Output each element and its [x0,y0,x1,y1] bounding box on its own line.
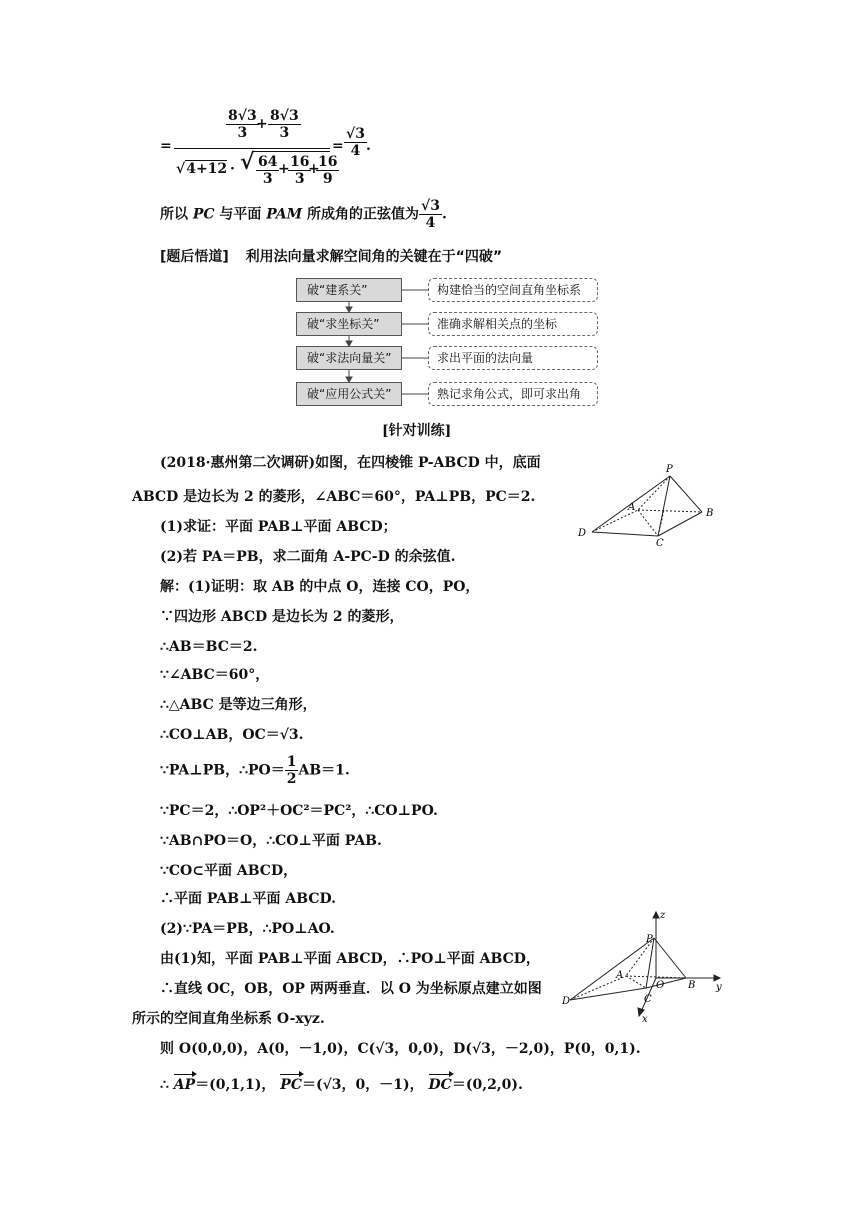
num2: 8√3 [270,108,299,124]
flow-connectors [0,0,860,420]
fig1-label-c: C [656,538,664,549]
solution-line-6 [160,754,350,787]
po-num: 1 [286,754,297,770]
flow-step-1: 破“建系关” [296,278,402,302]
den2: 3 [279,125,290,141]
vector-dc: DC [428,1077,452,1093]
conclusion-post: 所成角的正弦值为 [307,206,420,223]
problem-line1-text: 如图，在四棱锥 P-ABCD 中，底面 [315,455,541,471]
result-den: 4 [350,143,361,159]
denominator: √4+12 · √ $\frac{64}{3}$ + $\frac{16}{3}$ + $\frac{16}{9}$ [176,149,338,187]
solution-line-14: 所示的空间直角坐标系 O-xyz. [132,1011,325,1027]
pyramid-figure [574,460,734,550]
solution-line-9: ∵CO⊂平面 ABCD， [160,863,298,879]
po-statement: ∵PA⊥PB，∴PO＝ [160,762,285,779]
fig2-label-d: D [562,996,571,1007]
fig2-label-y: y [716,982,722,993]
heading-text: 利用法向量求解空间角的关键在于“四破” [245,249,503,265]
section-title: [针对训练] [382,423,452,439]
solution-line-0: 解：(1)证明：取 AB 的中点 O，连接 CO，PO， [160,579,480,595]
conclusion-end: . [442,206,447,223]
problem-line2: ABCD 是边长为 2 的菱形，∠ABC＝60°，PA⊥PB，PC＝2. [132,489,536,505]
solution-line-13: ∴直线 OC，OB，OP 两两垂直．以 O 为坐标原点建立如图 [160,981,542,997]
solution-line-5: ∴CO⊥AB，OC＝√3. [160,727,304,743]
conclusion-pc: PC [192,206,215,223]
d-a: 3 [262,171,273,187]
solution-line-11: (2)∵PA＝PB，∴PO⊥AO. [160,921,335,937]
flow-step-3: 破“求法向量关” [296,346,402,370]
solution-line-3: ∵∠ABC＝60°， [160,667,270,683]
r-b: 16 [290,154,310,170]
fig2-label-p: P [646,934,653,945]
r-c: 16 [318,154,338,170]
heading-tag: [题后悟道] [160,249,229,265]
po-den: 2 [286,771,297,787]
fig1-label-p: P [666,464,673,475]
solution-line-10: ∴平面 PAB⊥平面 ABCD. [160,891,337,907]
fig2-label-b: B [688,980,696,991]
solution-line-8: ∵AB∩PO＝O，∴CO⊥平面 PAB. [160,833,382,849]
result-num: √3 [346,126,365,142]
po-rest: AB＝1. [298,762,350,779]
problem-q1: (1)求证：平面 PAB⊥平面 ABCD； [160,519,397,535]
d-b: 3 [294,171,305,187]
d-c: 9 [322,171,333,187]
fig1-label-d: D [578,528,587,539]
flow-desc-1: 构建恰当的空间直角坐标系 [428,278,598,302]
coordinate-figure [560,908,730,1028]
conclusion-pam: PAM [266,206,303,223]
flow-desc-2: 准确求解相关点的坐标 [428,312,598,336]
fig1-label-b: B [706,508,714,519]
den1: 3 [237,125,248,141]
solution-line-12: 由(1)知，平面 PAB⊥平面 ABCD，∴PO⊥平面 ABCD， [160,951,540,967]
vector-ap-value: ＝(0,1,1)， [195,1077,276,1093]
problem-q2: (2)若 PA＝PB，求二面角 A-PC-D 的余弦值. [160,549,456,565]
conclusion-mid: 与平面 [219,206,262,223]
vectors-line [160,1074,523,1094]
dot: · [230,161,235,177]
fig2-label-z: z [660,910,666,921]
solution-line-7: ∵PC＝2，∴OP²＋OC²＝PC²，∴CO⊥PO. [160,803,438,819]
vector-pc: PC [280,1077,302,1093]
vector-pc-value: ＝(√3，0，－1)， [301,1077,424,1093]
solution-line-15: 则 O(0,0,0)，A(0，－1,0)，C(√3，0,0)，D(√3，－2,0)，P(0，0,1). [160,1041,641,1057]
vectors-pre: ∴ [160,1077,169,1093]
num1: 8√3 [228,108,257,124]
solution-line-4: ∴△ABC 是等边三角形， [160,697,317,713]
equals-sign: = [160,138,172,154]
problem-line1 [160,452,541,472]
solution-line-1: ∵四边形 ABCD 是边长为 2 的菱形， [160,609,404,625]
fig2-label-c: C [644,994,652,1005]
root-term: 4+12 [186,161,228,177]
flow-step-4: 破“应用公式关” [296,382,402,406]
conclusion-num: √3 [421,198,440,214]
r-a: 64 [258,154,278,170]
fig2-label-x: x [642,1014,648,1025]
vector-dc-value: ＝(0,2,0). [451,1077,523,1093]
vector-ap: AP [173,1077,196,1093]
period: . [366,138,371,154]
fig1-label-a: A [628,502,636,513]
flow-step-2: 破“求坐标关” [296,312,402,336]
conclusion-den: 4 [425,215,436,231]
flow-desc-4: 熟记求角公式，即可求出角 [428,382,598,406]
solution-line-2: ∴AB＝BC＝2. [160,639,258,655]
fig2-label-a: A [616,970,624,981]
equals-sign-2: = [332,138,344,154]
problem-source: (2018·惠州第二次调研) [160,455,316,471]
conclusion-pre: 所以 [160,206,188,223]
plus-sign: + [256,116,268,132]
flow-desc-3: 求出平面的法向量 [428,346,598,370]
fig2-label-o: O [656,980,665,991]
